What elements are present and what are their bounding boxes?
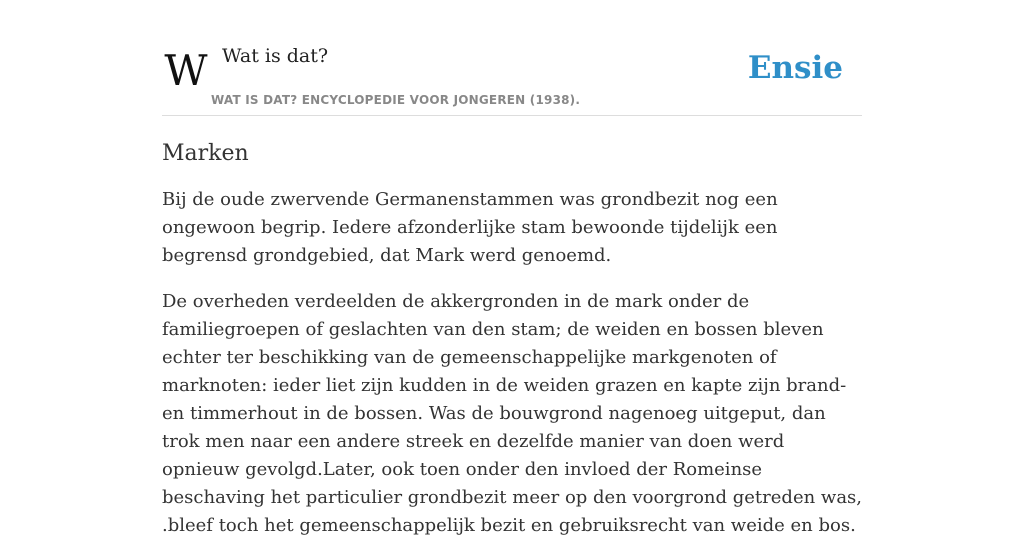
article-paragraph: De overheden verdeelden de akkergronden in de mark onder de familiegroepen of geslachten van den stam; de weiden en bossen bleven echter ter beschikking van de gemeenschappelijke markgenoten of marknoten: ieder liet zijn kudden in de weiden grazen en kapte zijn brand- en timmerhout in de bossen. Was de bouwgrond nagenoeg uitgeput, dan trok men naar een andere streek en dezelfde manier van doen werd opnieuw gevolgd.Later, ook toen onder den invloed der Romeinse beschaving het particulier grondbezit meer op den voorgrond getreden was, .bleef toch het gemeenschappelijk bezit en gebruiksrecht van weide en bos. (162, 291, 863, 536)
source-header (162, 40, 862, 116)
brand-logo[interactable]: Ensie (747, 50, 843, 86)
source-subtitle: WAT IS DAT? ENCYCLOPEDIE VOOR JONGEREN (1938). (211, 93, 581, 107)
source-title[interactable]: Wat is dat? (222, 45, 329, 67)
svg-text:W: W (164, 46, 208, 95)
article-title: Marken (162, 141, 249, 166)
wikipedia-w-icon (164, 46, 208, 95)
article (162, 138, 862, 558)
article-paragraph: Bij de oude zwervende Germanenstammen was grondbezit nog een ongewoon begrip. Iedere afzonderlijke stam bewoonde tijdelijk een begrensd grondgebied, dat Mark werd genoemd. (162, 189, 778, 266)
